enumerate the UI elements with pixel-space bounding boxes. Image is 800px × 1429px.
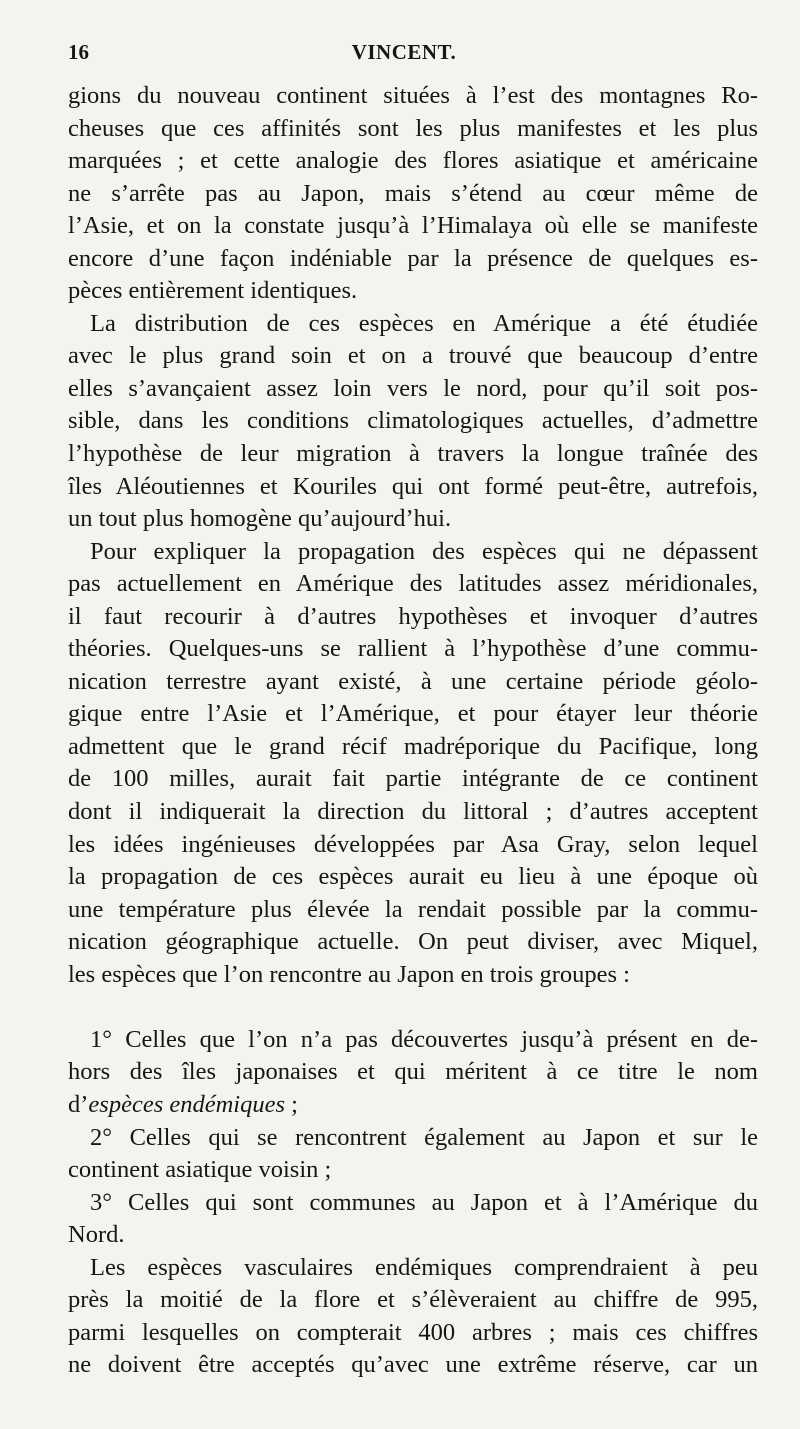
italic-term: espèces endémiques [88, 1090, 286, 1118]
text-line: près la moitié de la flore et s’élèveraient au chiffre de 995, [68, 1286, 758, 1314]
text-line: encore d’une façon indéniable par la présence de quelques es- [68, 244, 758, 272]
page-number: 16 [68, 40, 89, 64]
running-head: VINCENT. [351, 40, 457, 64]
text-line: îles Aléoutiennes et Kouriles qui ont formé peut-être, autrefois, [68, 472, 758, 500]
text-line: La distribution de ces espèces en Amérique a été étudiée [90, 309, 758, 337]
list-item-3: 3° Celles qui sont communes au Japon et à l’Amérique du [90, 1188, 758, 1216]
text-line: la propagation de ces espèces aurait eu lieu à une époque où [68, 863, 758, 891]
text-line: ne doivent être acceptés qu’avec une extrême réserve, car un [68, 1351, 758, 1379]
text-line: ne s’arrête pas au Japon, mais s’étend au cœur même de [68, 179, 758, 207]
text-line: continent asiatique voisin ; [68, 1156, 332, 1184]
text-line: cheuses que ces affinités sont les plus manifestes et les plus [68, 114, 758, 142]
text-line: hors des îles japonaises et qui méritent à ce titre le nom [68, 1058, 758, 1086]
text-line: admettent que le grand récif madréporique du Pacifique, long [68, 732, 758, 760]
text-line: l’Asie, et on la constate jusqu’à l’Himalaya où elle se manifeste [68, 212, 758, 240]
text-line: dont il indiquerait la direction du littoral ; d’autres acceptent [68, 798, 758, 826]
paragraph-gap [68, 991, 758, 1024]
text-line: Les espèces vasculaires endémiques comprendraient à peu [90, 1253, 758, 1281]
text-line: d’espèces endémiques ; [68, 1090, 298, 1118]
text-line: sible, dans les conditions climatologiques actuelles, d’admettre [68, 407, 758, 435]
list-item-2: 2° Celles qui se rencontrent également au Japon et sur le [90, 1123, 758, 1151]
text-line: gions du nouveau continent situées à l’est des montagnes Ro- [68, 82, 758, 109]
body-text [68, 80, 758, 1382]
text-line: pèces entièrement identiques. [68, 277, 358, 305]
text-line: gique entre l’Asie et l’Amérique, et pour étayer leur théorie [68, 700, 758, 728]
text-line: les espèces que l’on rencontre au Japon en trois groupes : [68, 960, 630, 988]
text-line: théories. Quelques-uns se rallient à l’hypothèse d’une commu- [68, 635, 758, 663]
text-line: pas actuellement en Amérique des latitudes assez méridionales, [68, 570, 758, 598]
text-line: un tout plus homogène qu’aujourd’hui. [68, 505, 452, 533]
text-line: parmi lesquelles on compterait 400 arbres ; mais ces chiffres [68, 1318, 758, 1346]
text-line: les idées ingénieuses développées par Asa Gray, selon lequel [68, 830, 758, 858]
text-line: l’hypothèse de leur migration à travers la longue traînée des [68, 440, 758, 468]
text-line: elles s’avançaient assez loin vers le nord, pour qu’il soit pos- [68, 374, 758, 402]
text-line: de 100 milles, aurait fait partie intégrante de ce continent [68, 765, 758, 793]
text-line: marquées ; et cette analogie des flores asiatique et américaine [68, 147, 758, 175]
text-line: avec le plus grand soin et on a trouvé que beaucoup d’entre [68, 342, 758, 370]
text-line: nication géographique actuelle. On peut diviser, avec Miquel, [68, 928, 758, 956]
text-line: nication terrestre ayant existé, à une certaine période géolo- [68, 667, 758, 695]
text-line: il faut recourir à d’autres hypothèses et invoquer d’autres [68, 602, 758, 630]
text-line: Nord. [68, 1221, 125, 1249]
text-line: Pour expliquer la propagation des espèces qui ne dépassent [90, 537, 758, 565]
text-line: une température plus élevée la rendait possible par la commu- [68, 895, 758, 923]
page-header [68, 36, 740, 68]
list-item-1: 1° Celles que l’on n’a pas découvertes jusqu’à présent en de- [90, 1025, 758, 1053]
